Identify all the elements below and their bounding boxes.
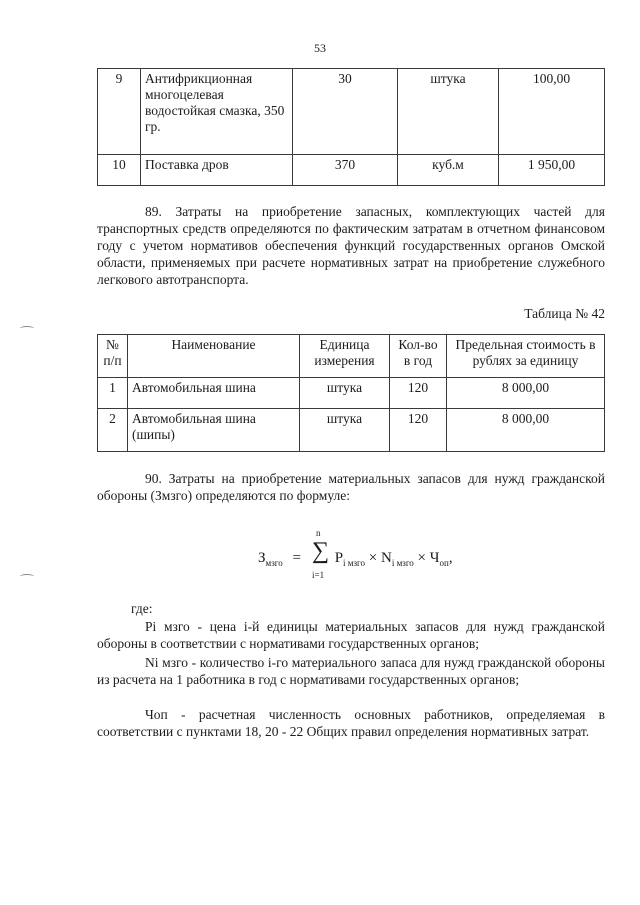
row-number: 2 [98, 409, 128, 452]
header-num: № п/п [98, 335, 128, 378]
item-unit: штука [398, 69, 499, 155]
formula [236, 528, 453, 584]
table-42 [97, 334, 605, 452]
item-price: 8 000,00 [447, 378, 605, 409]
table-label: Таблица № 42 [524, 306, 605, 321]
formula-p-sub: i мзго [343, 558, 366, 568]
item-name: Автомобильная шина [128, 378, 300, 409]
item-quantity: 120 [390, 378, 447, 409]
formula-lhs: З [258, 550, 266, 566]
item-unit: штука [300, 378, 390, 409]
row-number: 1 [98, 378, 128, 409]
table-row [98, 409, 605, 452]
header-qty: Кол-во в год [390, 335, 447, 378]
definition-n: Ni мзго - количество i-го материального запаса для нужд гражданской обороны из расчета на 1 работника в год с нормативами государственных органов; [97, 655, 605, 687]
formula-n: N [380, 550, 392, 566]
item-quantity: 120 [390, 409, 447, 452]
sum-upper-limit: n [316, 528, 321, 538]
item-unit: куб.м [398, 155, 499, 186]
item-unit: штука [300, 409, 390, 452]
formula-ch: Ч [429, 550, 440, 566]
header-name: Наименование [128, 335, 300, 378]
margin-mark [20, 574, 34, 579]
item-price: 1 950,00 [499, 155, 605, 186]
item-price: 100,00 [499, 69, 605, 155]
formula-p: P [334, 550, 344, 566]
table-row [98, 69, 605, 155]
sum-lower-limit: i=1 [312, 570, 325, 580]
table-row [98, 155, 605, 186]
table-row [98, 378, 605, 409]
formula-ch-sub: оп [439, 558, 449, 568]
formula-n-sub: i мзго [391, 558, 414, 568]
header-unit: Единица измерения [300, 335, 390, 378]
row-number: 9 [98, 69, 141, 155]
where-label: где: [131, 601, 153, 616]
paragraph-89: 89. Затраты на приобретение запасных, комплектующих частей для транспортных средств определяются по фактическим затратам в отчетном финансовом году с учетом нормативов обеспечения функций государственных органов Омской области, применяемых при расчете нормативных затрат на приобретение служебного легкового автотранспорта. [97, 204, 605, 287]
page-number: 53 [314, 41, 326, 55]
item-quantity: 30 [293, 69, 398, 155]
row-number: 10 [98, 155, 141, 186]
item-name: Автомобильная шина (шипы) [128, 409, 300, 452]
formula-lhs-sub: мзго [265, 558, 283, 568]
header-price: Предельная стоимость в рублях за единицу [447, 335, 605, 378]
item-quantity: 370 [293, 155, 398, 186]
definition-ch: Чоп - расчетная численность основных работников, определяемая в соответствии с пунктами 18, 20 - 22 Общих правил определения нормативных затрат. [97, 707, 605, 739]
item-name: Антифрикционная многоцелевая водостойкая смазка, 350 гр. [141, 69, 293, 155]
sigma-symbol: ∑ [312, 538, 330, 564]
formula-expression: $З_{мзго} = P_{i мзго} \times N_{i мзго} \times Ч_{оп}$, [258, 550, 453, 568]
item-price: 8 000,00 [447, 409, 605, 452]
paragraph-90: 90. Затраты на приобретение материальных запасов для нужд гражданской обороны (Змзго) определяются по формуле: [97, 471, 605, 503]
table-header-row [98, 335, 605, 378]
item-name: Поставка дров [141, 155, 293, 186]
margin-mark [20, 326, 34, 331]
materials-table-continued [97, 68, 605, 186]
definition-p: Pi мзго - цена i-й единицы материальных запасов для нужд гражданской обороны в соответствии с нормативами государственных органов; [97, 619, 605, 651]
